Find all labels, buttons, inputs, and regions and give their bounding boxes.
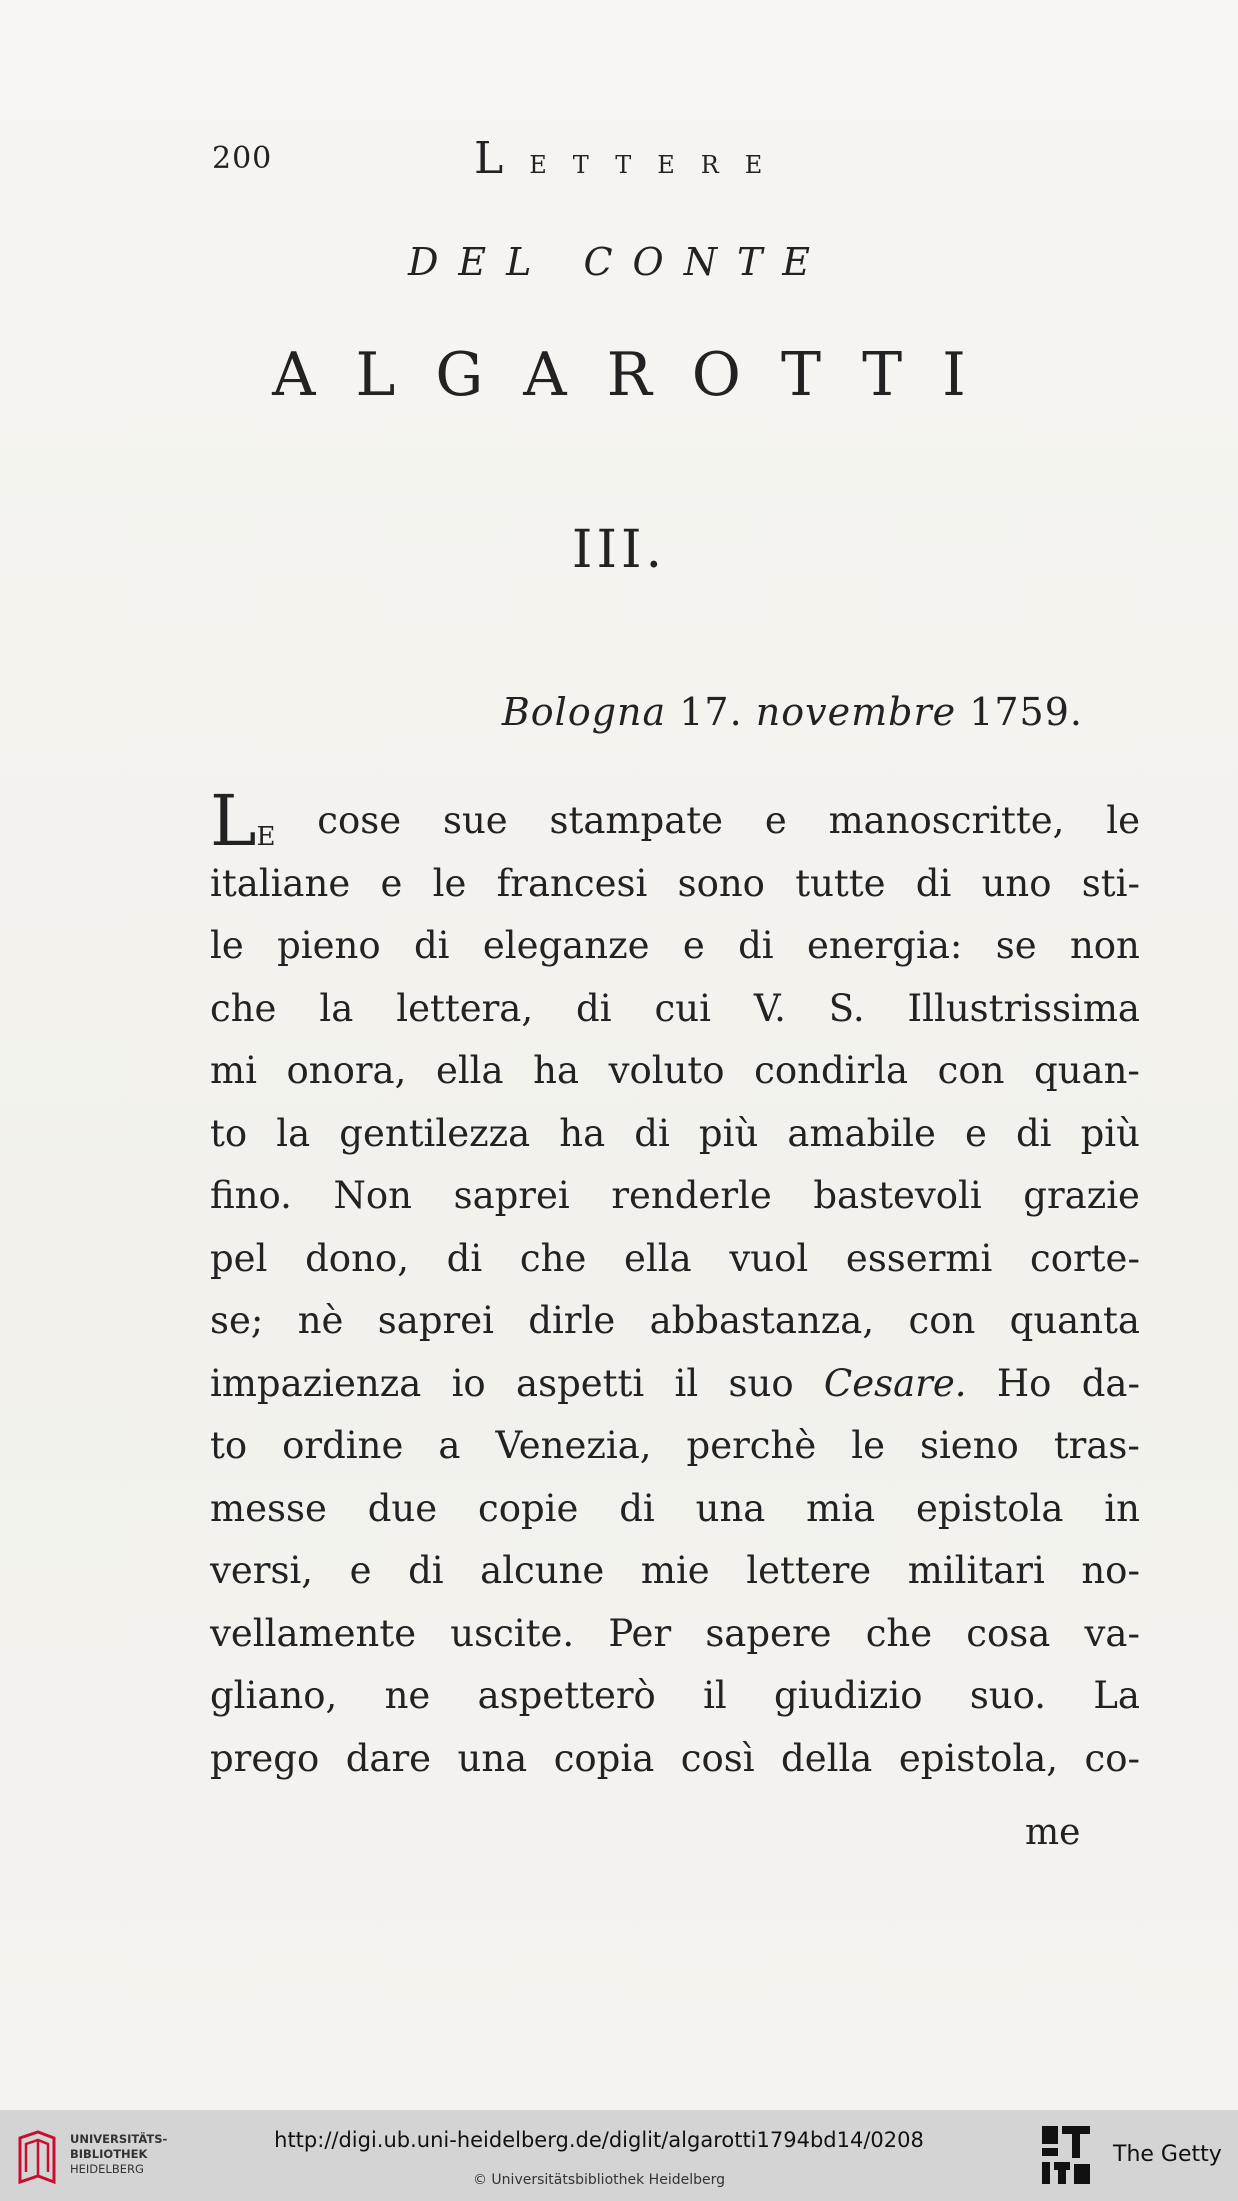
author-name: ALGAROTTI <box>272 340 1006 410</box>
word: grazie <box>1023 1174 1140 1217</box>
word: e <box>380 861 403 905</box>
word: amabile <box>787 1111 936 1155</box>
word: no- <box>1081 1549 1140 1592</box>
word: Cesare. <box>823 1361 967 1405</box>
word: tutte <box>795 861 886 905</box>
text-line <box>210 1478 1140 1541</box>
dateline-place: Bologna <box>501 690 667 734</box>
word: ordine <box>282 1424 404 1467</box>
word: uscite. <box>450 1611 575 1655</box>
library-line3: HEIDELBERG <box>70 2162 144 2176</box>
word: di <box>619 1486 655 1530</box>
word: abbastanza, <box>649 1299 875 1342</box>
word: da- <box>1081 1361 1140 1405</box>
word: in <box>1104 1486 1140 1530</box>
word: fino. <box>210 1174 292 1217</box>
viewer-footer <box>0 2110 1238 2201</box>
word: perchè <box>686 1424 817 1467</box>
dropcap-word <box>210 780 276 862</box>
word: che <box>519 1236 587 1280</box>
word: to <box>210 1424 248 1467</box>
word: mi <box>210 1049 257 1092</box>
word: più <box>1080 1111 1140 1155</box>
word: saprei <box>453 1174 570 1217</box>
word: cosa <box>966 1611 1051 1655</box>
permalink-url[interactable]: http://digi.ub.uni-heidelberg.de/diglit/algarotti1794bd14/0208 <box>274 2128 924 2152</box>
dateline <box>502 690 1083 734</box>
word: energia: <box>806 924 963 967</box>
word: sapere <box>705 1611 832 1655</box>
word: gliano, <box>210 1674 338 1717</box>
word: a <box>438 1424 461 1467</box>
word: con <box>937 1049 1005 1092</box>
word: sti- <box>1081 861 1140 905</box>
word: saprei <box>377 1299 494 1342</box>
word: francesi <box>496 861 648 905</box>
running-title-initial: L <box>474 133 530 184</box>
word: to <box>210 1111 248 1155</box>
word: ella <box>624 1236 692 1280</box>
word: che <box>210 986 277 1030</box>
text-line <box>210 1040 1140 1103</box>
partner-name[interactable]: The Getty <box>1113 2142 1222 2167</box>
word: sieno <box>919 1424 1019 1467</box>
word: lettera, <box>396 986 534 1030</box>
word: condirla <box>754 1049 909 1092</box>
text-line <box>210 1290 1140 1353</box>
running-title <box>474 133 788 184</box>
text-line <box>210 853 1140 916</box>
word: tras- <box>1053 1424 1140 1467</box>
text-line <box>210 978 1140 1041</box>
word: vellamente <box>210 1611 417 1655</box>
word: Ho <box>996 1361 1052 1405</box>
word: uno <box>981 861 1052 905</box>
word: Non <box>333 1174 412 1217</box>
word: cui <box>654 986 711 1030</box>
word: dare <box>345 1736 432 1780</box>
text-line <box>210 1103 1140 1166</box>
dateline-day: 17. <box>679 690 743 734</box>
word: dono, <box>305 1236 409 1280</box>
word: copia <box>553 1736 655 1780</box>
word: va- <box>1084 1611 1140 1655</box>
text-line <box>210 1728 1140 1791</box>
page-number: 200 <box>212 141 273 176</box>
word: quan- <box>1034 1049 1140 1092</box>
word: voluto <box>608 1049 725 1092</box>
library-line2: BIBLIOTHEK <box>70 2147 148 2161</box>
word: e <box>964 1111 987 1155</box>
word: dirle <box>528 1299 616 1342</box>
word: co- <box>1084 1736 1140 1780</box>
text-line <box>210 1165 1140 1228</box>
word: Illustrissima <box>907 986 1140 1030</box>
word: messe <box>210 1486 327 1530</box>
running-title-rest: ETTERE <box>529 151 789 179</box>
word: ella <box>435 1049 504 1092</box>
word: il <box>703 1674 727 1717</box>
word: aspetti <box>516 1361 645 1405</box>
word: impazienza <box>210 1361 422 1405</box>
word: più <box>698 1111 759 1155</box>
word: renderle <box>611 1174 772 1217</box>
word: epistola <box>916 1486 1064 1530</box>
text-line <box>210 1540 1140 1603</box>
text-line <box>210 1415 1140 1478</box>
word: ha <box>533 1049 580 1092</box>
word: ha <box>559 1111 606 1155</box>
dropcap: L <box>210 780 257 862</box>
word: epistola, <box>898 1736 1059 1780</box>
word: Venezia, <box>495 1424 652 1467</box>
word: le <box>851 1424 885 1467</box>
word: di <box>1015 1111 1052 1155</box>
word: di <box>408 1549 444 1592</box>
word: la <box>319 986 354 1030</box>
word: di <box>738 924 774 967</box>
word: con <box>908 1299 976 1342</box>
word: le <box>210 924 244 967</box>
library-line1: UNIVERSITÄTS- <box>70 2132 168 2146</box>
word: essermi <box>845 1236 993 1280</box>
text-line <box>210 1228 1140 1291</box>
word: quanta <box>1009 1299 1140 1342</box>
word: le <box>432 861 467 905</box>
word: sono <box>677 861 765 905</box>
word: Per <box>608 1611 672 1655</box>
word: gentilezza <box>339 1111 531 1155</box>
subtitle: DEL CONTE <box>407 240 831 284</box>
word: alcune <box>480 1549 605 1592</box>
word: cose <box>317 799 402 842</box>
text-line <box>210 1665 1140 1728</box>
dropcap-rest: E <box>256 822 276 852</box>
dateline-month: novembre <box>755 690 957 734</box>
word: e <box>349 1549 372 1592</box>
word: che <box>865 1611 933 1655</box>
word: io <box>451 1361 486 1405</box>
word: di <box>576 986 612 1030</box>
text-line <box>210 780 1140 862</box>
word: della <box>781 1736 873 1780</box>
word: non <box>1069 924 1140 967</box>
word: mia <box>806 1486 876 1530</box>
word: di <box>915 861 952 905</box>
word: una <box>695 1486 766 1530</box>
word: bastevoli <box>813 1174 982 1217</box>
word: di <box>413 924 450 967</box>
word: S. <box>828 986 865 1030</box>
word: suo <box>728 1361 794 1405</box>
word: se; <box>210 1299 264 1342</box>
letter-body <box>210 780 1140 1790</box>
dateline-year: 1759. <box>969 690 1083 734</box>
word: vuol <box>729 1236 809 1280</box>
catchword: me <box>1025 1812 1081 1853</box>
word: V. <box>753 986 786 1030</box>
getty-logo-icon[interactable] <box>1040 2124 1092 2186</box>
text-line <box>210 1603 1140 1666</box>
word: giudizio <box>774 1674 923 1717</box>
word: così <box>680 1736 755 1780</box>
word: stampate <box>549 799 724 842</box>
word: corte- <box>1030 1236 1140 1280</box>
text-line <box>210 1353 1140 1416</box>
word: La <box>1093 1674 1140 1717</box>
word: e <box>682 924 705 967</box>
word: onora, <box>286 1049 407 1092</box>
word: se <box>995 924 1037 967</box>
word: copie <box>477 1486 579 1530</box>
word: militari <box>907 1549 1045 1592</box>
letter-number: III. <box>571 520 667 580</box>
word: due <box>367 1486 438 1530</box>
word: ne <box>384 1674 431 1717</box>
copyright-notice: © Universitätsbibliothek Heidelberg <box>472 2172 725 2188</box>
word: mie <box>640 1549 710 1592</box>
word: le <box>1106 799 1140 842</box>
word: lettere <box>746 1549 872 1592</box>
word: aspetterò <box>477 1674 656 1717</box>
word: di <box>446 1236 483 1280</box>
running-head <box>212 133 892 193</box>
word: pel <box>210 1236 268 1280</box>
word: una <box>457 1736 528 1780</box>
word: nè <box>297 1299 344 1342</box>
word: pieno <box>277 924 381 967</box>
word: italiane <box>210 861 351 905</box>
word: il <box>674 1361 699 1405</box>
word: prego <box>210 1736 320 1780</box>
word: eleganze <box>482 924 650 967</box>
word: versi, <box>210 1549 314 1592</box>
word: manoscritte, <box>828 799 1065 842</box>
text-line <box>210 915 1140 978</box>
word: suo. <box>969 1674 1047 1717</box>
word: e <box>764 799 787 842</box>
word: di <box>634 1111 670 1155</box>
word: la <box>276 1111 311 1155</box>
word: sue <box>442 799 508 842</box>
